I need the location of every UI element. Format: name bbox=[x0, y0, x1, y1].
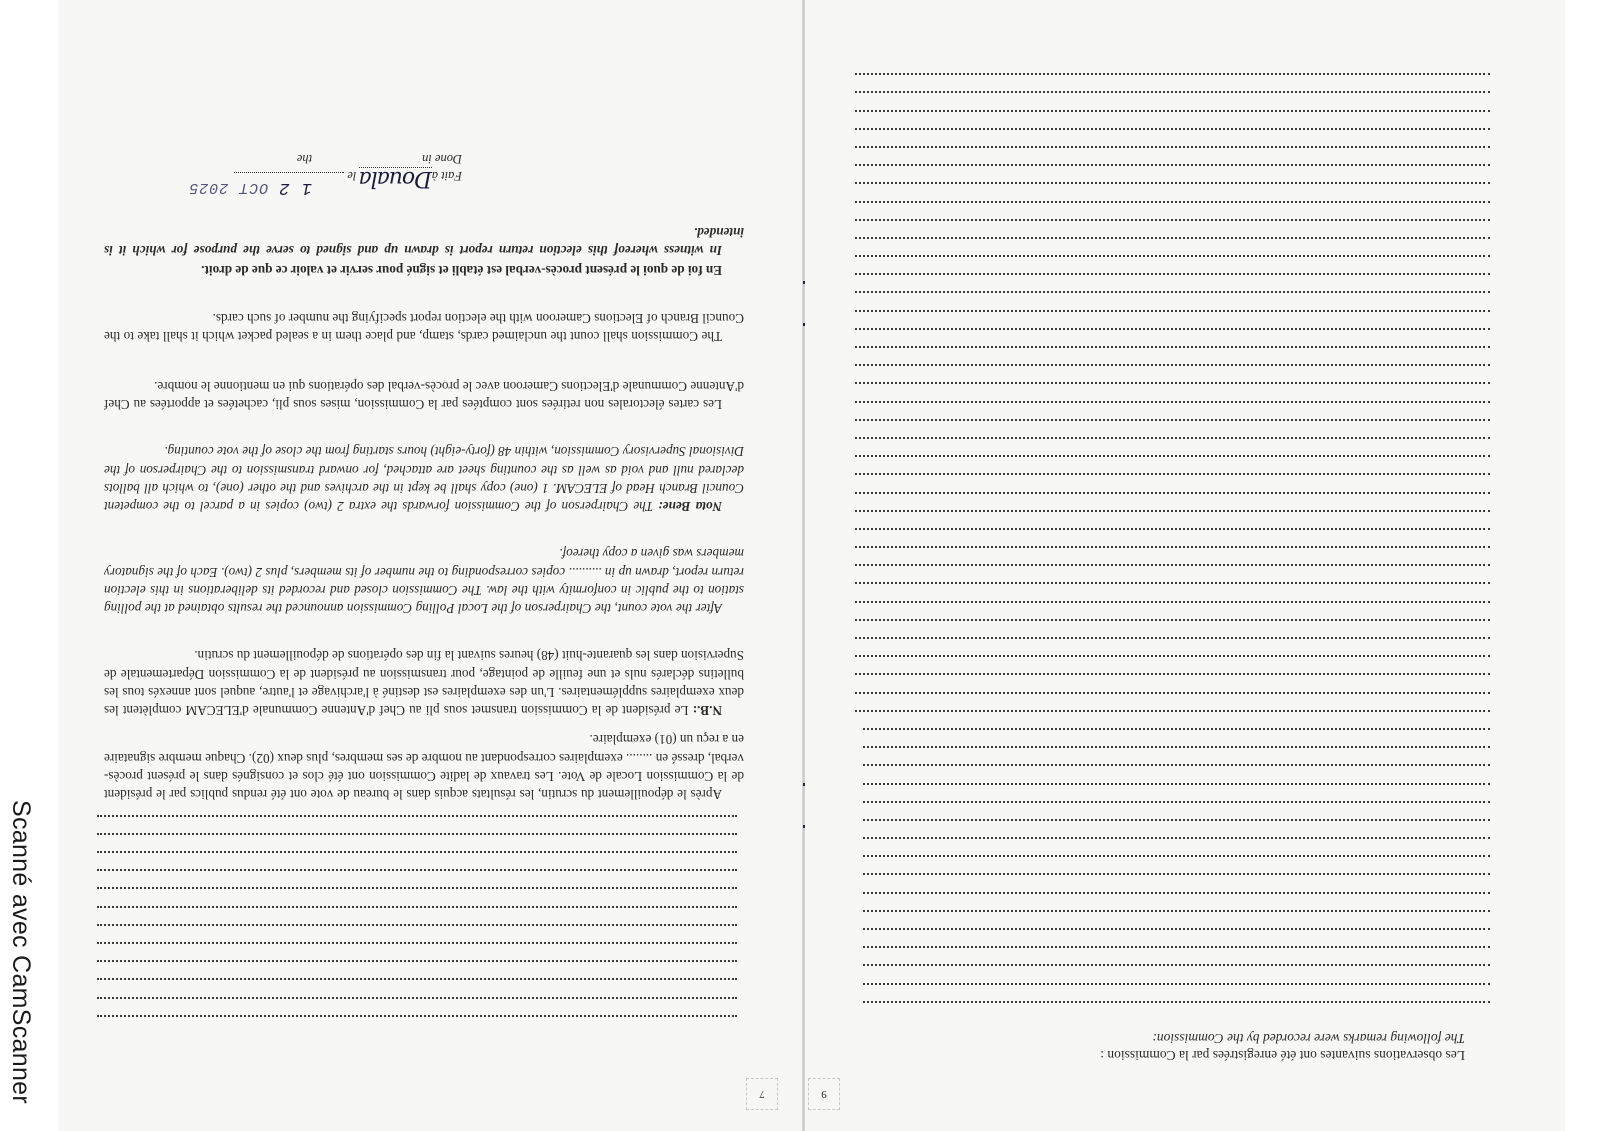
paragraph-en-nota-bene: Nota Bene: The Chairperson of the Commission forwards the extra 2 (two) copies in a parcel to the competent Council Branch Head of ELECAM. 1 (one) copy shall be kept in the archives and the other (one), to which all ballots declared null and void as well as the counting sheet are attached, for onward transmission to the Chairperson of the Divisional Supervisory Commission, within 48 (forty-eight) hours starting from the close of the vote counting. bbox=[104, 444, 744, 514]
dotted-line[interactable] bbox=[855, 619, 1490, 637]
dotted-line[interactable] bbox=[863, 783, 1490, 801]
dotted-line[interactable] bbox=[855, 201, 1490, 219]
dotted-line[interactable] bbox=[855, 455, 1490, 473]
dotted-line[interactable] bbox=[863, 728, 1490, 746]
dotted-line[interactable] bbox=[863, 764, 1490, 782]
dotted-line[interactable] bbox=[855, 146, 1490, 164]
dotted-line[interactable] bbox=[855, 655, 1490, 673]
dotted-line[interactable] bbox=[855, 637, 1490, 655]
dotted-line[interactable] bbox=[863, 801, 1490, 819]
dotted-line[interactable] bbox=[863, 819, 1490, 837]
dotted-line[interactable] bbox=[855, 401, 1490, 419]
dotted-line[interactable] bbox=[855, 419, 1490, 437]
dotted-line[interactable] bbox=[863, 928, 1490, 946]
dotted-line[interactable] bbox=[97, 942, 737, 960]
dotted-line[interactable] bbox=[855, 382, 1490, 400]
dotted-line[interactable] bbox=[855, 546, 1490, 564]
dotted-line[interactable] bbox=[97, 1015, 737, 1033]
camscanner-watermark: Scanné avec CamScanner bbox=[7, 800, 35, 1104]
dotted-line[interactable] bbox=[855, 110, 1490, 128]
closing-fr: En foi de quoi le présent procès-verbal est établi et signé pour servir et valoir ce que de droit. bbox=[201, 263, 722, 278]
dotted-line[interactable] bbox=[855, 219, 1490, 237]
signature-block bbox=[162, 152, 462, 197]
date-field[interactable] bbox=[234, 172, 344, 173]
remarks-continuation-lines[interactable] bbox=[97, 815, 737, 1033]
dotted-line[interactable] bbox=[863, 874, 1490, 892]
dotted-line[interactable] bbox=[863, 892, 1490, 910]
dotted-line[interactable] bbox=[863, 964, 1490, 982]
done-in-label: Done in bbox=[422, 152, 462, 166]
dotted-line[interactable] bbox=[863, 1001, 1490, 1019]
nota-bene-label: Nota Bene: bbox=[658, 499, 722, 514]
page-number: 9 bbox=[821, 1088, 827, 1100]
dotted-line[interactable] bbox=[863, 946, 1490, 964]
dotted-line[interactable] bbox=[855, 91, 1490, 109]
dotted-line[interactable] bbox=[855, 164, 1490, 182]
dotted-line[interactable] bbox=[863, 746, 1490, 764]
nb-label: N.B.: bbox=[692, 703, 722, 718]
page-7 bbox=[58, 0, 803, 1131]
dotted-line[interactable] bbox=[855, 346, 1490, 364]
dotted-line[interactable] bbox=[97, 888, 737, 906]
page-9 bbox=[805, 0, 1565, 1131]
dotted-line[interactable] bbox=[97, 833, 737, 851]
dotted-line[interactable] bbox=[855, 528, 1490, 546]
dotted-line[interactable] bbox=[863, 837, 1490, 855]
dotted-line[interactable] bbox=[855, 128, 1490, 146]
dotted-line[interactable] bbox=[97, 851, 737, 869]
paragraph-en-results: After the vote count, the Chairperson of the Local Polling Commission announced the results obtained at the polling station to the public in conformity with the law. The Commission closed and recorded its deliberations in this election return report, drawn up in .......... copies corresponding to the number of its members, plus 2 (two). Each of the signatory members was given a copy thereof. bbox=[104, 546, 744, 616]
dotted-line[interactable] bbox=[855, 510, 1490, 528]
dotted-line[interactable] bbox=[855, 310, 1490, 328]
the-label: the bbox=[296, 152, 313, 166]
dotted-line[interactable] bbox=[97, 960, 737, 978]
page-number: 7 bbox=[759, 1088, 765, 1100]
paragraph-fr-cards: Les cartes électorales non retirées sont comptées par la Commission, mises sous pli, cachetées et apportées au Chef d'Antenne Communale d'Elections Cameroon avec le procès-verbal des opérations qui en mentionne le nombre. bbox=[104, 378, 744, 412]
dotted-line[interactable] bbox=[863, 855, 1490, 873]
dotted-line[interactable] bbox=[855, 237, 1490, 255]
dotted-line[interactable] bbox=[855, 583, 1490, 601]
dotted-line[interactable] bbox=[97, 997, 737, 1015]
dotted-line[interactable] bbox=[855, 601, 1490, 619]
observations-heading bbox=[865, 1030, 1465, 1064]
le-label: le bbox=[347, 169, 357, 183]
dotted-line[interactable] bbox=[97, 924, 737, 942]
paragraph-fr-nb: N.B.: Le président de la Commission transmet sous pli au Chef d'Antenne Communale d'ELECAM complètent les deux exemplaires supplémentaires. L'un des exemplaires est destiné à l'archivage et l'autre, auquel sont annexés tous les bulletins déclarés nuls et une feuille de pointage, pour transmission au président de la Commission Départementale de Supervision dans les quarante-huit (48) heures suivant la fin des opérations de dépouillement du scrutin. bbox=[103, 648, 744, 718]
dotted-line[interactable] bbox=[97, 815, 737, 833]
paragraph-fr-results: Après le dépouillement du scrutin, les résultats acquis dans le bureau de vote ont été rendus publics par le président de la Commission Locale de Vote. Les travaux de ladite Commission ont été clos et consignés dans le présent procès-verbal, dressé en ........ exemplaires correspondant au nombre de ses membres, plus deux (02). Chaque membre signataire en a reçu un (01) exemplaire. bbox=[104, 732, 744, 802]
dotted-line[interactable] bbox=[97, 978, 737, 996]
dotted-line[interactable] bbox=[855, 710, 1490, 728]
dotted-line[interactable] bbox=[97, 869, 737, 887]
heading-en: The following remarks were recorded by the Commission: bbox=[1152, 1031, 1465, 1046]
closing-en: In witness whereof this election return report is drawn up and signed to serve the purpose for which it is intended. bbox=[104, 224, 744, 258]
dotted-line[interactable] bbox=[863, 983, 1490, 1001]
dotted-line[interactable] bbox=[855, 437, 1490, 455]
heading-fr: Les observations suivantes ont été enregistrées par la Commission : bbox=[1100, 1048, 1465, 1063]
dotted-line[interactable] bbox=[855, 328, 1490, 346]
fait-a-label: Fait à bbox=[431, 169, 462, 183]
dotted-line[interactable] bbox=[855, 673, 1490, 691]
dotted-line[interactable] bbox=[855, 255, 1490, 273]
dotted-line[interactable] bbox=[855, 564, 1490, 582]
dotted-line[interactable] bbox=[97, 906, 737, 924]
dotted-line[interactable] bbox=[855, 492, 1490, 510]
dotted-line[interactable] bbox=[855, 364, 1490, 382]
place-handwritten: Douala bbox=[359, 166, 432, 191]
dotted-line[interactable] bbox=[855, 292, 1490, 310]
dotted-line[interactable] bbox=[855, 73, 1490, 91]
date-stamp: 1 2 OCT 2025 bbox=[188, 178, 312, 197]
dotted-line[interactable] bbox=[855, 692, 1490, 710]
dotted-line[interactable] bbox=[855, 473, 1490, 491]
paragraph-en-cards: The Commission shall count the unclaimed cards, stamp, and place them in a sealed packet which it shall take to the Council Branch of Elections Cameroon with the election report specifying the number of such cards. bbox=[104, 310, 744, 344]
observations-lines[interactable] bbox=[855, 73, 1490, 1019]
dotted-line[interactable] bbox=[863, 910, 1490, 928]
dotted-line[interactable] bbox=[855, 182, 1490, 200]
dotted-line[interactable] bbox=[855, 273, 1490, 291]
